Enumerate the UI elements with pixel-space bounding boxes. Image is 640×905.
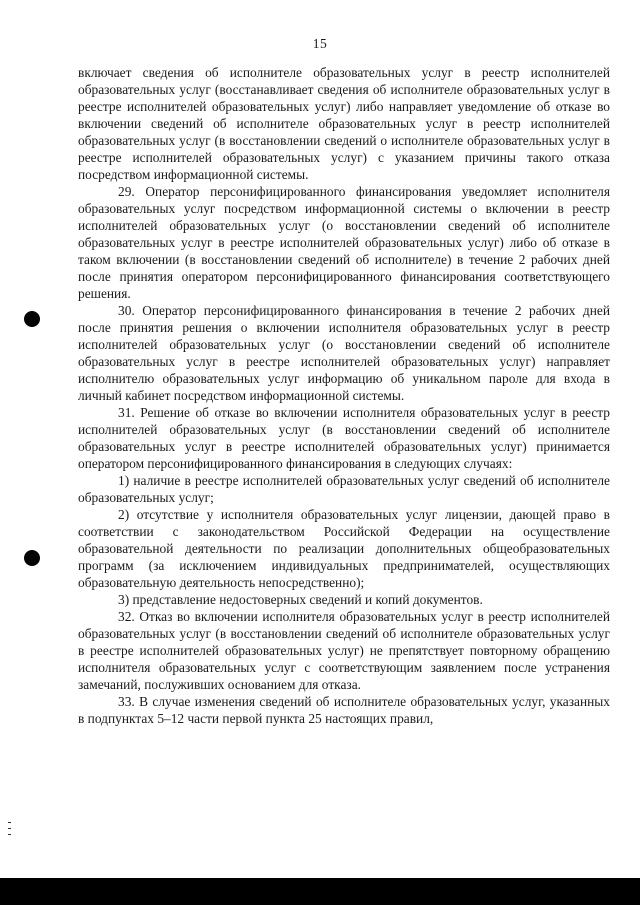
paragraph-32: 32. Отказ во включении исполнителя образовательных услуг в реестр исполнителей образовательных услуг (в восстановлении сведений об исполнителе образовательных услуг в реестре исполнителей образовательных услуг) не препятствует повторному обращению исполнителя образовательных услуг с соответствующим заявлением после устранения замечаний, послуживших основанием для отказа. [78,609,610,692]
scan-bottom-border [0,878,640,905]
paragraph-31: 31. Решение об отказе во включении исполнителя образовательных услуг в реестр исполнителей образовательных услуг (в восстановлении сведений об исполнителе образовательных услуг в реестре исполнителей образовательных услуг) принимается оператором персонифицированного финансирования в следующих случаях: [78,405,610,471]
list-item-31-3: 3) представление недостоверных сведений и копий документов. [118,592,483,607]
scan-edge-mark [8,822,11,823]
scan-edge-mark [8,834,11,835]
punch-hole [24,311,40,327]
paragraph-continuation: включает сведения об исполнителе образовательных услуг в реестр исполнителей образовательных услуг (восстанавливает сведения об исполнителе образовательных услуг в реестре исполнителей образовательных услуг) либо направляет уведомление об отказе во включении сведений об исполнителе образовательных услуг в реестр исполнителей образовательных услуг (в восстановлении сведений о исполнителе образовательных услуг в реестре исполнителей образовательных услуг) с указанием причины такого отказа посредством информационной системы. [78,65,610,182]
paragraph-30: 30. Оператор персонифицированного финансирования в течение 2 рабочих дней после принятия решения о включении исполнителя образовательных услуг в реестр исполнителей образовательных услуг (о восстановлении сведений об исполнителе образовательных услуг в реестре исполнителей образовательных услуг) направляет исполнителю образовательных услуг информацию об уникальном пароле для входа в личный кабинет посредством информационной системы. [78,303,610,403]
paragraph-33: 33. В случае изменения сведений об исполнителе образовательных услуг, указанных в подпунктах 5–12 части первой пункта 25 настоящих правил, [78,694,610,726]
list-item-31-2: 2) отсутствие у исполнителя образовательных услуг лицензии, дающей право в соответствии с законодательством Российской Федерации на осуществление образовательной деятельности по реализации дополнительных общеобразовательных программ (за исключением индивидуальных предпринимателей, осуществляющих образовательную деятельность непосредственно); [78,507,610,590]
list-item-31-1: 1) наличие в реестре исполнителей образовательных услуг сведений об исполнителе образовательных услуг; [78,473,610,505]
paragraph-29: 29. Оператор персонифицированного финансирования уведомляет исполнителя образовательных услуг посредством информационной системы о включении в реестр исполнителей образовательных услуг (о восстановлении сведений об исполнителе образовательных услуг в реестре исполнителей образовательных услуг) либо об отказе в таком включении (в восстановлении сведений об исполнителе) в течение 2 рабочих дней после принятия оператором персонифицированного финансирования соответствующего решения. [78,184,610,301]
page-number: 15 [312,36,328,51]
document-body [78,64,610,727]
scan-edge-mark [8,828,11,829]
punch-hole [24,550,40,566]
